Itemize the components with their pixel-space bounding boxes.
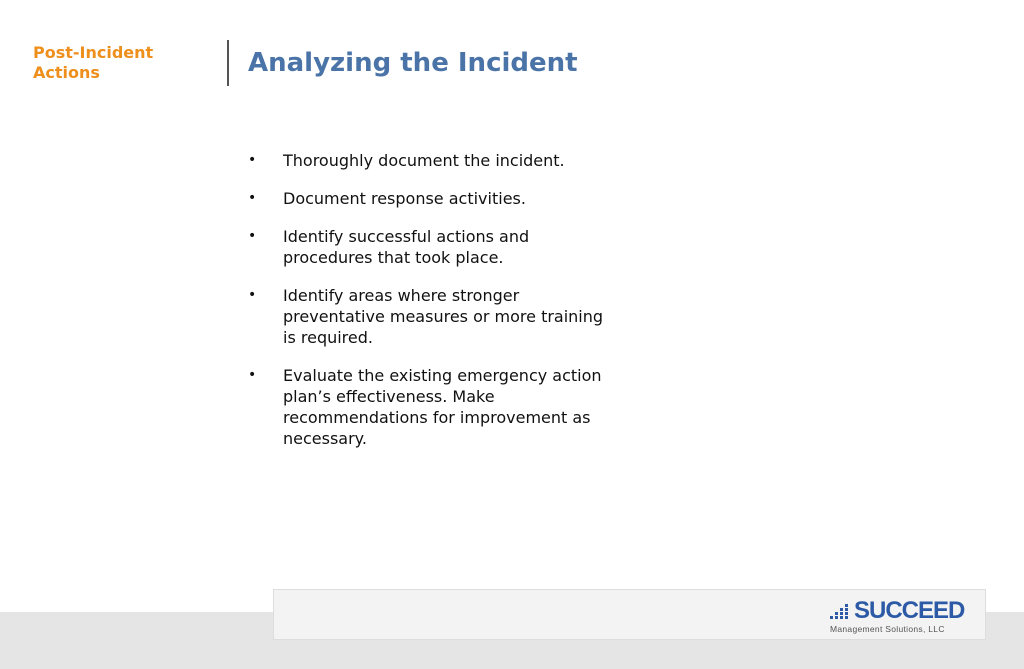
company-logo — [829, 598, 969, 638]
bullet-text: Identify areas where stronger preventative measures or more training is required. — [283, 286, 604, 347]
bullet-text: Identify successful actions and procedures that took place. — [283, 227, 530, 267]
bullet-text: Document response activities. — [283, 189, 526, 208]
logo-tagline: Management Solutions, LLC — [830, 624, 945, 634]
bullet-item — [245, 150, 615, 171]
bullet-marker-icon: • — [248, 228, 257, 244]
bullet-item — [245, 285, 615, 348]
bullet-marker-icon: • — [248, 287, 257, 303]
bullet-list — [245, 150, 615, 466]
bullet-item — [245, 226, 615, 268]
bullet-marker-icon: • — [248, 190, 257, 206]
bullet-item — [245, 188, 615, 209]
logo-wordmark: SUCCEED — [854, 597, 965, 624]
slide-title: Analyzing the Incident — [248, 48, 578, 78]
section-label-line-2: Actions — [33, 63, 100, 82]
bullet-text: Evaluate the existing emergency action plan’s effectiveness. Make recommendations for improvement as necessary. — [283, 366, 602, 448]
bullet-marker-icon: • — [248, 367, 257, 383]
logo-bars-icon — [829, 600, 855, 620]
bullet-text: Thoroughly document the incident. — [283, 151, 565, 170]
title-divider — [227, 40, 229, 86]
section-label-line-1: Post-Incident — [33, 43, 154, 62]
section-label — [33, 43, 203, 83]
bullet-item — [245, 365, 615, 449]
bullet-marker-icon: • — [248, 152, 257, 168]
